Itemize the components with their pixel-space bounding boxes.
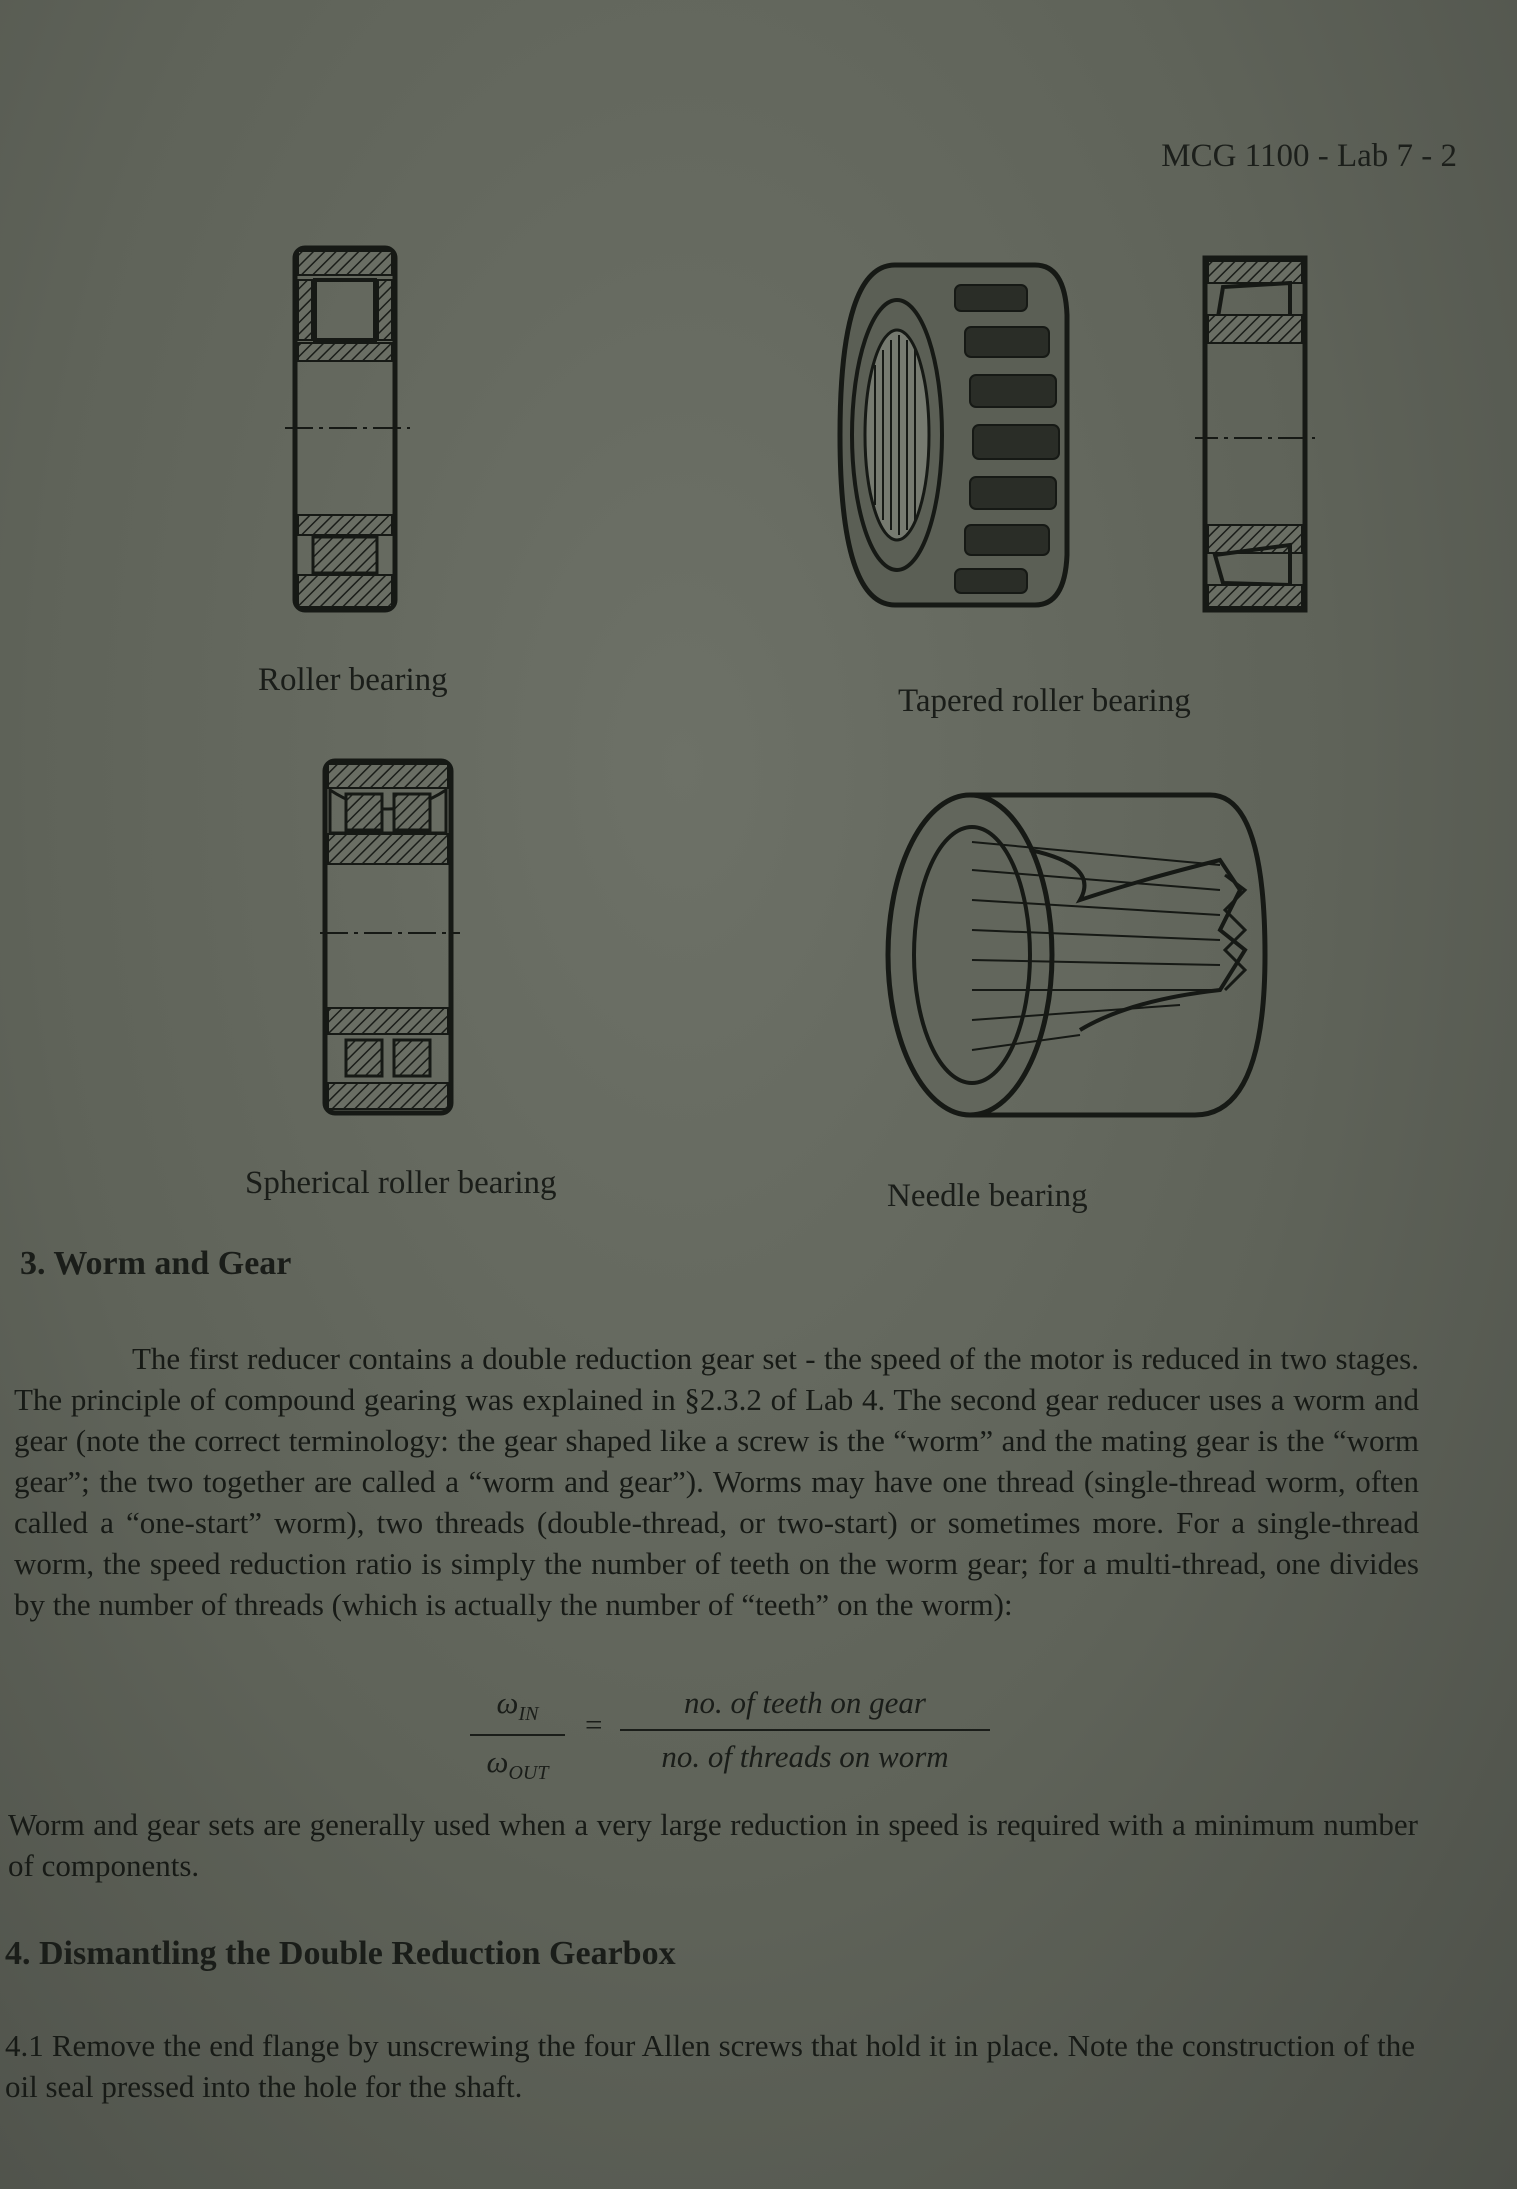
worm-gear-formula xyxy=(470,1685,990,1785)
equals-sign: = xyxy=(585,1707,603,1742)
page-header: MCG 1100 - Lab 7 - 2 xyxy=(1161,138,1457,174)
roller-bearing-caption: Roller bearing xyxy=(258,662,448,698)
roller-bearing-figure xyxy=(285,245,410,615)
needle-bearing-caption: Needle bearing xyxy=(887,1178,1088,1214)
section-3-title: 3. Worm and Gear xyxy=(20,1245,292,1282)
section-3-paragraph: The first reducer contains a double reduction gear set - the speed of the motor is reduced in two stages. The principle of compound gearing was explained in §2.3.2 of Lab 4. The second gear reducer uses a worm and gear (note the correct terminology: the gear shaped like a screw is the “worm” and the mating gear is the “worm gear”; the two together are called a “worm and gear”). Worms may have one thread (single-thread worm, often called a “one-start” worm), two threads (double-thread, or two-start) or sometimes more. For a single-thread worm, the speed reduction ratio is simply the number of teeth on the worm gear; for a multi-thread, one divides by the number of threads (which is actually the number of “teeth” on the worm): xyxy=(14,1341,1419,1622)
omega-ratio: $\omega_{IN}$ $\omega_{OUT}$ xyxy=(470,1685,565,1785)
spherical-bearing-caption: Spherical roller bearing xyxy=(245,1165,557,1201)
section-3-conclusion: Worm and gear sets are generally used when a very large reduction in speed is required with a minimum number of components. xyxy=(8,1807,1418,1883)
step-4-1-text: 4.1 Remove the end flange by unscrewing the four Allen screws that hold it in place. Note the construction of the oil seal pressed into the hole for the shaft. xyxy=(5,2028,1415,2104)
tapered-bearing-figure xyxy=(835,255,1075,615)
needle-bearing-figure xyxy=(880,790,1270,1125)
teeth-thread-ratio: no. of teeth on gear no. of threads on worm xyxy=(620,1685,990,1775)
spherical-bearing-figure xyxy=(320,758,460,1118)
tapered-bearing-caption: Tapered roller bearing xyxy=(898,683,1191,719)
section-4-title: 4. Dismantling the Double Reduction Gearbox xyxy=(5,1935,676,1972)
tapered-bearing-section-figure xyxy=(1195,255,1315,615)
